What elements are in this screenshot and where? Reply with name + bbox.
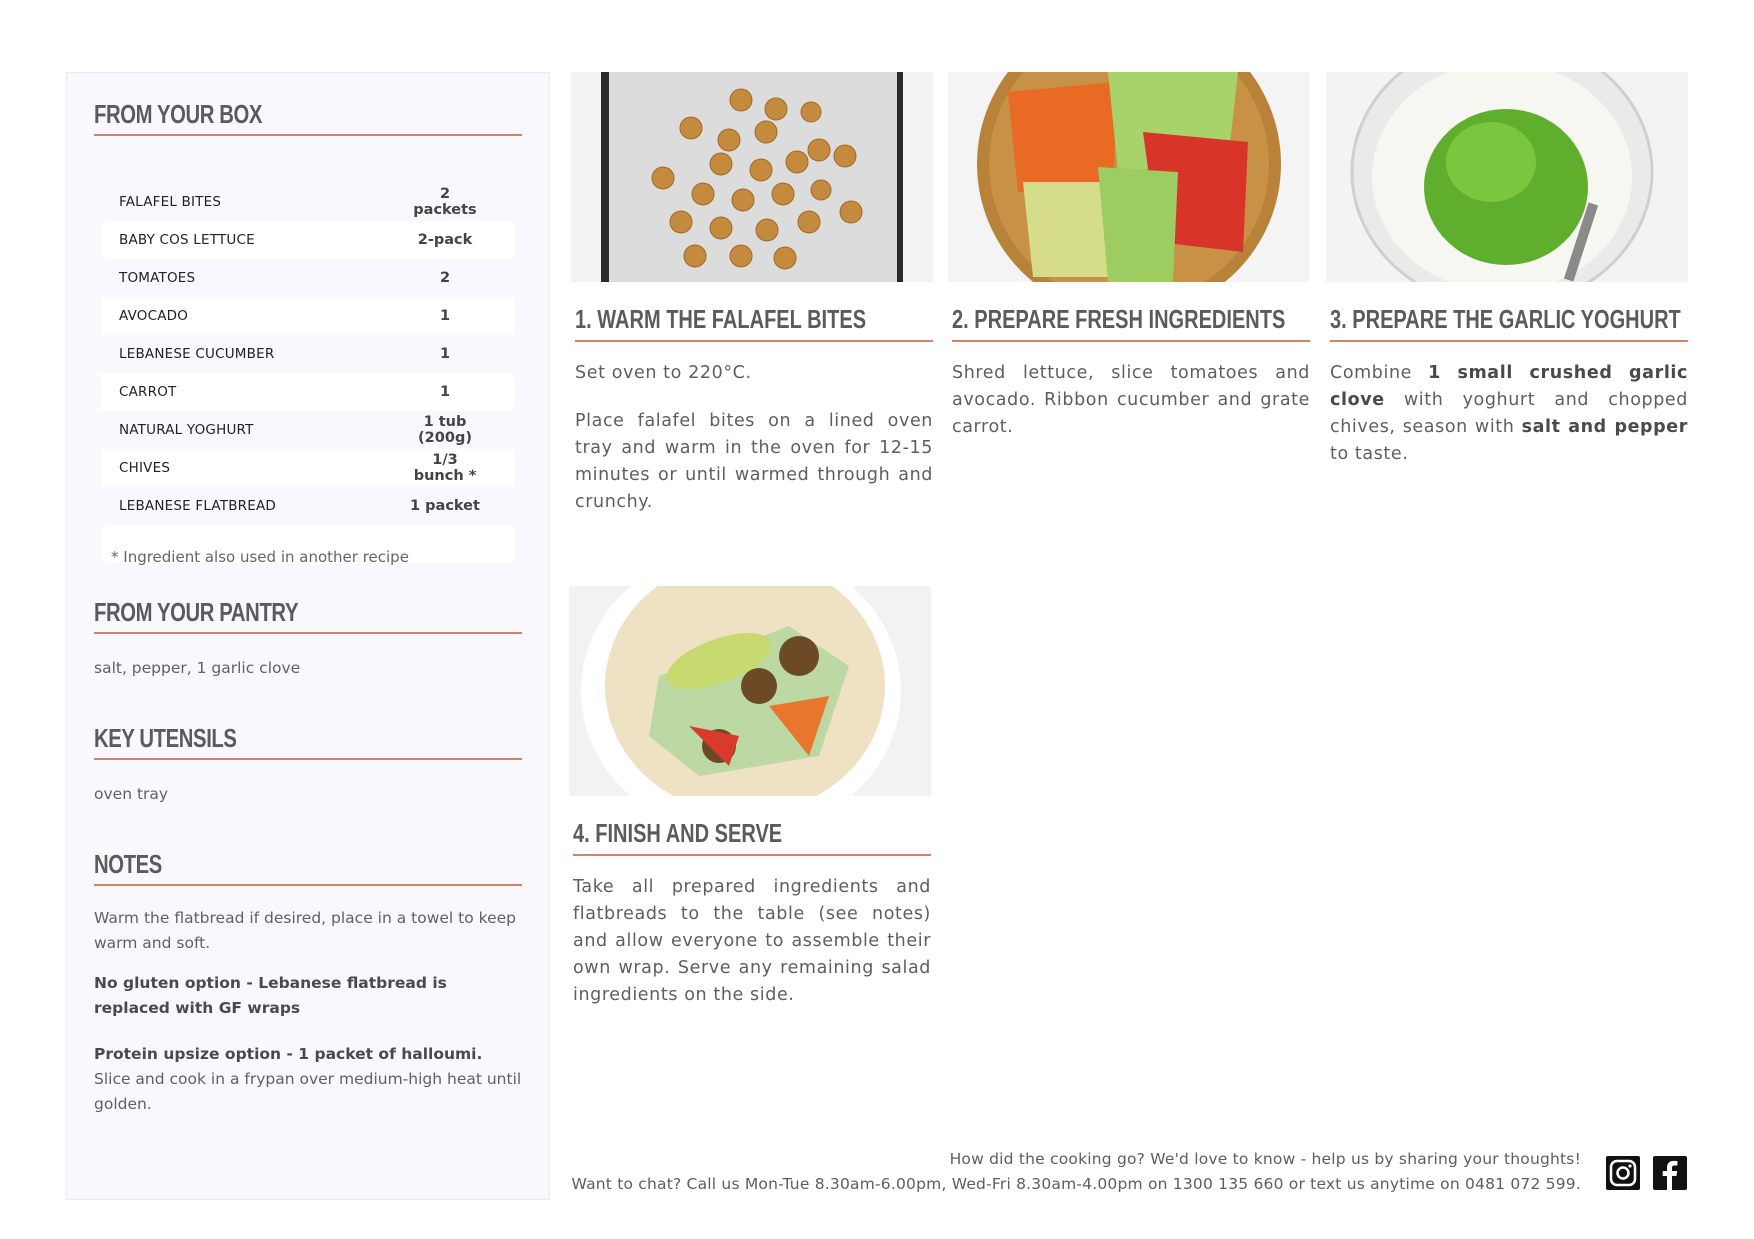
instagram-icon[interactable]: [1605, 1155, 1641, 1191]
step-2-paragraph: Shred lettuce, slice tomatoes and avocado. Ribbon cucumber and grate carrot.: [952, 363, 1310, 437]
step-1-rule: [575, 340, 933, 342]
pantry-title-rule: [94, 632, 522, 634]
table-row: FALAFEL BITES 2 packets: [119, 186, 477, 218]
step-2-title: 2. PREPARE FRESH INGREDIENTS: [952, 304, 1286, 334]
step-3-paragraph: Combine 1 small crushed garlic clove with yoghurt and chopped chives, season with salt and pepper to taste.: [1330, 363, 1688, 464]
table-row: LEBANESE FLATBREAD 1 packet: [119, 498, 480, 514]
table-row: TOMATOES 2: [119, 270, 451, 286]
ingredient-table: [101, 183, 515, 563]
table-row: AVOCADO 1: [101, 297, 515, 335]
step-2-text: [952, 360, 1310, 462]
step-1-text: [575, 360, 933, 537]
step-4: [569, 586, 931, 1026]
step-3-title: 3. PREPARE THE GARLIC YOGHURT: [1330, 304, 1681, 334]
step-1-title: 1. WARM THE FALAFEL BITES: [575, 304, 867, 334]
step-2-rule: [952, 340, 1310, 342]
notes-paragraph: [94, 971, 522, 1021]
protein-option-text: Slice and cook in a frypan over medium-high heat until golden.: [94, 1070, 522, 1113]
falafel-tray-photo: [571, 72, 933, 282]
table-row: NATURAL YOGHURT 1 tub (200g): [119, 414, 472, 446]
garlic-yoghurt-photo: [1326, 72, 1688, 282]
step-3: [1326, 72, 1688, 502]
pantry-title: FROM YOUR PANTRY: [94, 597, 299, 627]
notes-title: NOTES: [94, 849, 162, 879]
pantry-text: salt, pepper, 1 garlic clove: [94, 659, 301, 677]
salad-bowl-photo: [948, 72, 1310, 282]
step-4-rule: [573, 854, 931, 856]
step-1-paragraph: Place falafel bites on a lined oven tray and warm in the oven for 12-15 minutes or until warmed through and crunchy.: [575, 411, 933, 512]
table-row: CHIVES 1/3 bunch *: [101, 449, 515, 487]
step-3-rule: [1330, 340, 1688, 342]
gluten-option-text: No gluten option - Lebanese flatbread is replaced with GF wraps: [94, 974, 447, 1017]
table-row: BABY COS LETTUCE 2-pack: [101, 221, 515, 259]
table-row: CARROT 1: [101, 373, 515, 411]
step-4-paragraph: Take all prepared ingredients and flatbreads to the table (see notes) and allow everyone to assemble their own wrap. Serve any remaining salad ingredients on the side.: [573, 877, 931, 1005]
utensils-title-rule: [94, 758, 522, 760]
box-title: FROM YOUR BOX: [94, 99, 263, 129]
step-3-text: [1330, 360, 1688, 489]
feedback-text: How did the cooking go? We'd love to know - help us by sharing your thoughts!: [949, 1150, 1581, 1168]
facebook-icon[interactable]: [1652, 1155, 1688, 1191]
table-row: LEBANESE CUCUMBER 1: [119, 346, 451, 362]
step-4-title: 4. FINISH AND SERVE: [573, 818, 783, 848]
utensils-title: KEY UTENSILS: [94, 723, 237, 753]
step-1-paragraph: Set oven to 220°C.: [575, 363, 752, 383]
ingredients-panel: [66, 72, 550, 1200]
step-4-text: [573, 874, 931, 1030]
step-2: [948, 72, 1310, 502]
ingredient-footnote: * Ingredient also used in another recipe: [111, 548, 409, 566]
box-title-rule: [94, 134, 522, 136]
falafel-wrap-photo: [569, 586, 931, 796]
protein-option-label: Protein upsize option - 1 packet of halloumi.: [94, 1045, 483, 1063]
utensils-text: oven tray: [94, 785, 169, 803]
contact-text: Want to chat? Call us Mon-Tue 8.30am-6.00pm, Wed-Fri 8.30am-4.00pm on 1300 135 660 or text us anytime on 0481 072 599.: [571, 1175, 1581, 1193]
notes-paragraph: Warm the flatbread if desired, place in a towel to keep warm and soft.: [94, 909, 516, 952]
step-1: [571, 72, 933, 512]
notes-paragraph: [94, 1042, 522, 1117]
notes-title-rule: [94, 884, 522, 886]
